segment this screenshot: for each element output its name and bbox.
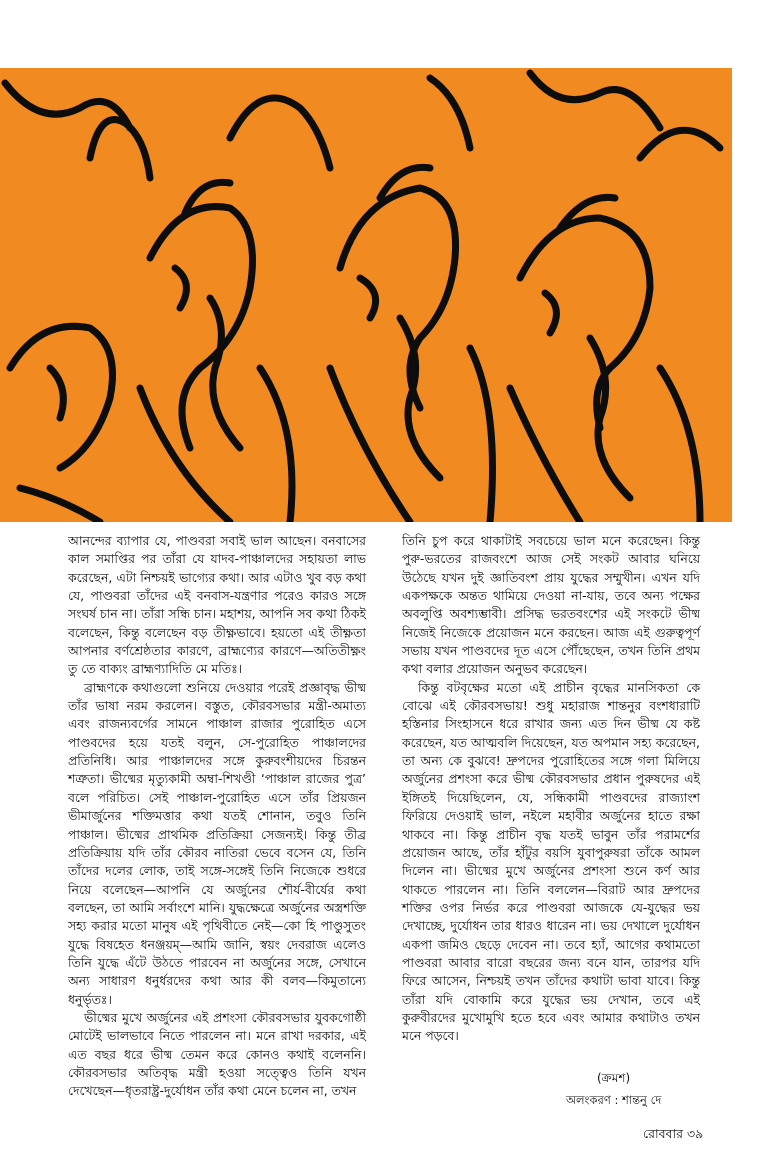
paragraph: কিন্তু বটবৃক্ষের মতো এই প্রাচীন বৃদ্ধের মানসিকতা কে বোঝে এই কৌরবসভায়! শুধু মহারাজ শান্তনুর বংশধারাটি হস্তিনার সিংহাসনে ধরে রাখার জন্য এত দিন ভীষ্ম যে কষ্ট করেছেন, যত আত্মবলি দিয়েছেন, যত অপমান সহ্য করেছেন, তা অন্য কে বুঝবে! দ্রুপদের পুরোহিতের সঙ্গে গলা মিলিয়ে অর্জুনের প্রশংসা করে ভীষ্ম কৌরবসভার প্রধান পুরুষদের এই ইঙ্গিতই দিয়েছিলেন, যে, সন্ধিকামী পাণ্ডবদের রাজ্যাংশ ফিরিয়ে দেওয়াই ভাল, নইলে মহাবীর অর্জুনের হাতে রক্ষা থাকবে না। কিন্তু প্রাচীন বৃদ্ধ যতই ভাবুন তাঁর পরামর্শের প্রয়োজন আছে, তাঁর হাঁটুর বয়সি যুবাপুরুষরা তাঁকে আমল দিলেন না। ভীষ্মের মুখে অর্জুনের প্রশংসা শুনে কর্ণ আর থাকতে পারলেন না। তিনি বললেন—বিরাট আর দ্রুপদের শক্তির ওপর নির্ভর করে পাণ্ডবরা আজকে যে-যুদ্ধের ভয় দেখাচ্ছে, দুর্যোধন তার ধারও ধারেন না। ভয় দেখালে দুর্যোধন একপা জমিও ছেড়ে দেবেন না। তবে হ্যাঁ, আগের কথামতো পাণ্ডবরা আবার বারো বছরের জন্য বনে যান, তারপর যদি ফিরে আসেন, নিশ্চয়ই তখন তাঁদের কথাটা ভাবা যাবে। কিন্তু তাঁরা যদি বোকামি করে যুদ্ধের ভয় দেখান, তবে এই কুরুবীরদের মুখোমুখি হতে হবে এবং আমার কথাটাও তখন মনে পড়বে। (402, 679, 700, 1044)
page-number: রোববার ৩৯ (643, 1126, 704, 1141)
paragraph: ভীষ্মের মুখে অর্জুনের এই প্রশংসা কৌরবসভার যুবকগোষ্ঠী মোটেই ভালভাবে নিতে পারলেন না। মনে রাখা দরকার, এই এত বছর ধরে ভীষ্ম তেমন করে কোনও কথাই বলেননি। কৌরবসভার অতিবৃদ্ধ মন্ত্রী হওয়া সত্ত্বেও তিনি যখন দেখেছেন—ধৃতরাষ্ট্র-দুর্যোধন তাঁর কথা মেনে চলেন না, তখন (68, 1009, 366, 1099)
court-sketch (0, 68, 732, 522)
article-right-column (402, 532, 700, 1046)
paragraph: ব্রাহ্মণকে কথাগুলো শুনিয়ে দেওয়ার পরেই প্রজ্ঞাবৃদ্ধ ভীষ্ম তাঁর ভাষা নরম করলেন। বস্তুত, কৌরবসভার মন্ত্রী-অমাত্য এবং রাজন্যবর্গের সামনে পাঞ্চাল রাজার পুরোহিত এসে পাণ্ডবদের হয়ে যতই বলুন, সে-পুরোহিত পাঞ্চালদের প্রতিনিধি। আর পাঞ্চালদের সঙ্গে কুরুবংশীয়দের চিরন্তন শত্রুতা। ভীষ্মের মৃত্যুকামী অম্বা-শিখণ্ডী ‘পাঞ্চাল রাজের পুত্র’ বলে পরিচিত। সেই পাঞ্চাল-পুরোহিত এসে তাঁর প্রিয়জন ভীমার্জুনের শক্তিমত্তার কথা যতই শোনান, তবুও তিনি পাঞ্চাল। ভীষ্মের প্রাথমিক প্রতিক্রিয়া সেজন্যই। কিন্তু তীব্র প্রতিক্রিয়ায় যদি তাঁর কৌরব নাতিরা ভেবে বসেন যে, তিনি তাঁদের দলের লোক, তাই সঙ্গে-সঙ্গেই তিনি নিজেকে শুধরে নিয়ে বলেছেন—আপনি যে অর্জুনের শৌর্য-বীর্যের কথা বলছেন, তা আমি সর্বাংশে মানি। যুদ্ধক্ষেত্রে অর্জুনের অস্ত্রশক্তি সহ্য করার মতো মানুষ এই পৃথিবীতে নেই—কো হি পাণ্ডুসুতং যুদ্ধে বিষহেত ধনঞ্জয়ম্—আমি জানি, স্বয়ং দেবরাজ এলেও তিনি যুদ্ধে এঁটে উঠতে পারবেন না অর্জুনের সঙ্গে, সেখানে অন্য সাধারণ ধনুর্ধরদের কথা আর কী বলব—কিমুতান্যে ধনুর্ভৃতঃ। (68, 679, 366, 1007)
paragraph: তিনি চুপ করে থাকাটাই সবচেয়ে ভাল মনে করেছেন। কিন্তু পুরু-ভরতের রাজবংশে আজ সেই সংকট আবার ঘনিয়ে উঠেছে যখন দুই জ্ঞাতিবংশ প্রায় যুদ্ধের সম্মুখীন। এখন যদি একপক্ষকে অন্তত থামিয়ে দেওয়া না-যায়, তবে অন্য পক্ষের অবলুপ্তি অবশ্যম্ভাবী। প্রসিদ্ধ ভরতবংশের এই সংকটে ভীষ্ম নিজেই নিজেকে প্রয়োজন মনে করছেন। আজ এই গুরুত্বপূর্ণ সভায় যখন পাণ্ডবদের দূত এসে পৌঁছেছেন, তখন তিনি প্রথম কথা বলার প্রয়োজন অনুভব করেছেন। (402, 533, 700, 677)
header-illustration (0, 68, 732, 522)
article-left-column (68, 532, 366, 1101)
serial-note: (ক্রমশ) (597, 1071, 631, 1085)
paragraph: আনন্দের ব্যাপার যে, পাণ্ডবরা সবাই ভাল আছেন। বনবাসের কাল সমাপ্তির পর তাঁরা যে যাদব-পাঞ্চালদের সহায়তা লাভ করেছেন, এটা নিশ্চয়ই ভাগ্যের কথা। আর এটাও খুব বড় কথা যে, পাণ্ডবরা তাঁদের এই বনবাস-যন্ত্রণার পরেও কারও সঙ্গে সংঘর্ষ চান না। তাঁরা সন্ধি চান। মহাশয়, আপনি সব কথা ঠিকই বলেছেন, কিন্তু বলেছেন বড় তীক্ষ্ণভাবে। হয়তো এই তীক্ষ্ণতা আপনার বর্ণশ্রেষ্ঠতার কারণে, ব্রাহ্মণ্যের কারণে—অতিতীক্ষ্ণং তু তে বাক্যং ব্রাহ্মণ্যাদিতি মে মতিঃ। (68, 533, 366, 677)
illustration-credit: অলংকরণ : শান্তনু দে (566, 1093, 662, 1107)
